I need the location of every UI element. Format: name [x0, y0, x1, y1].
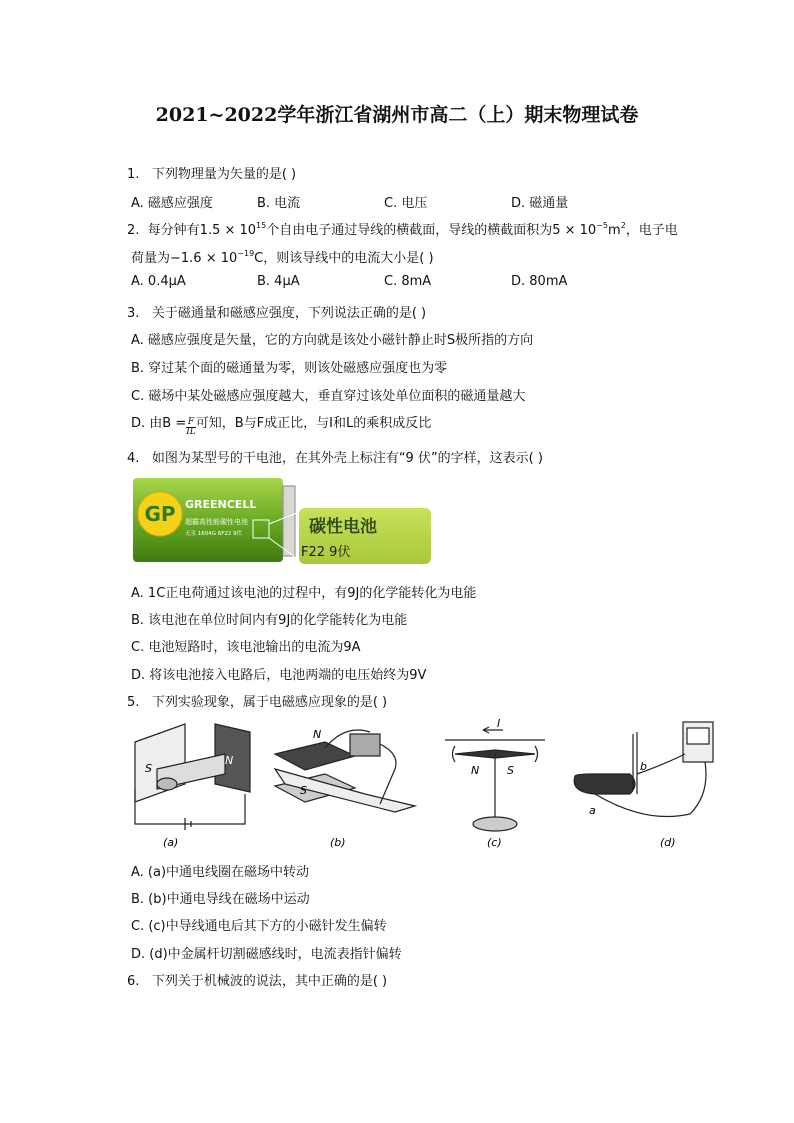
- q5-option-c: C. (c)中导线通电后其下方的小磁针发生偏转: [131, 919, 387, 934]
- fig-a-caption: (a): [163, 836, 179, 849]
- q3-option-d: [131, 412, 431, 437]
- q2-text: 个自由电子通过导线的横截面，导线的横截面积为5 × 10: [266, 223, 597, 238]
- question-2-line-2: [131, 247, 434, 266]
- fig-c-n-label: N: [471, 764, 480, 777]
- zoom-text-2: F22 9伏: [301, 545, 351, 560]
- q2-text: 荷量为−1.6 × 10: [131, 251, 238, 266]
- q5-option-d: D. (d)中金属杆切割磁感线时，电流表指针偏转: [131, 947, 402, 962]
- question-number: 1.: [127, 167, 140, 182]
- battery-terminal-cap: [283, 486, 295, 556]
- question-stem: 关于磁通量和磁感应强度，下列说法正确的是( ): [151, 306, 427, 321]
- fraction-denominator: IL: [186, 427, 196, 437]
- question-1: [127, 163, 296, 182]
- q4-option-c: C. 电池短路时，该电池输出的电流为9A: [131, 640, 361, 655]
- q3-option-d-text: 可知，B与F成正比，与I和L的乘积成反比: [195, 416, 432, 431]
- q2-exponent: −5: [596, 221, 609, 230]
- q1-option-a: A. 磁感应强度: [131, 196, 213, 211]
- q2-exponent: 15: [256, 221, 267, 230]
- experiment-figures: [125, 714, 735, 854]
- q2-text: m: [608, 223, 621, 238]
- q1-option-d: D. 磁通量: [511, 196, 569, 211]
- q4-option-a: A. 1C正电荷通过该电池的过程中，有9J的化学能转化为电能: [131, 586, 477, 601]
- fig-c-s-label: S: [507, 764, 514, 777]
- q1-option-b: B. 电流: [257, 196, 301, 211]
- q2-option-c: C. 8mA: [384, 274, 432, 289]
- q4-option-d: D. 将该电池接入电路后，电池两端的电压始终为9V: [131, 668, 427, 683]
- figure-b: [275, 730, 415, 812]
- zoom-text-1: 碳性电池: [309, 517, 377, 537]
- fig-a-s-label: S: [145, 762, 152, 775]
- q1-option-c: C. 电压: [384, 196, 428, 211]
- q2-option-a: A. 0.4μA: [131, 274, 186, 289]
- fig-b-n-label: N: [313, 728, 322, 741]
- question-number: 6.: [127, 974, 140, 989]
- page-title: 2021~2022学年浙江省湖州市高二（上）期末物理试卷: [155, 104, 639, 126]
- fig-b-caption: (b): [330, 836, 346, 849]
- question-2: [127, 219, 678, 238]
- q5-option-b: B. (b)中通电导线在磁场中运动: [131, 892, 310, 907]
- fig-d-a-label: a: [589, 804, 596, 817]
- question-4: [127, 447, 543, 466]
- q3-option-d-text: D. 由B =: [131, 416, 187, 431]
- question-stem: 下列关于机械波的说法，其中正确的是( ): [151, 974, 388, 989]
- question-3: [127, 302, 426, 321]
- q2-exponent: 2: [620, 221, 626, 230]
- figure-a: [135, 724, 250, 830]
- q4-option-b: B. 该电池在单位时间内有9J的化学能转化为电能: [131, 613, 408, 628]
- battery-small-text: 超霸高性能碳性电池: [185, 518, 248, 526]
- battery-figure: [131, 472, 441, 572]
- question-number: 4.: [127, 451, 140, 466]
- brand-text: GP: [144, 502, 176, 526]
- q2-exponent: −19: [237, 249, 255, 258]
- fig-c-caption: (c): [487, 836, 502, 849]
- q2-text: C，则该导线中的电流大小是( ): [254, 251, 434, 266]
- battery-small-text: 无汞 1604G 6F22 9伏: [185, 531, 243, 537]
- question-stem: 下列实验现象，属于电磁感应现象的是( ): [151, 695, 388, 710]
- product-name: GREENCELL: [185, 498, 257, 511]
- q3-option-c: C. 磁场中某处磁感应强度越大，垂直穿过该处单位面积的磁通量越大: [131, 389, 526, 404]
- q3-option-b: B. 穿过某个面的磁通量为零，则该处磁感应强度也为零: [131, 361, 448, 376]
- q2-option-d: D. 80mA: [511, 274, 568, 289]
- fig-b-s-label: S: [300, 784, 307, 797]
- question-number: 2.: [127, 223, 140, 238]
- fig-d-caption: (d): [660, 836, 676, 849]
- fig-c-i-label: I: [497, 717, 501, 730]
- q2-text: 每分钟有1.5 × 10: [147, 223, 257, 238]
- q2-text: ，电子电: [625, 223, 678, 238]
- q2-option-b: B. 4μA: [257, 274, 300, 289]
- q5-option-a: A. (a)中通电线圈在磁场中转动: [131, 865, 310, 880]
- question-number: 5.: [127, 695, 140, 710]
- q3-option-a: A. 磁感应强度是矢量，它的方向就是该处小磁针静止时S极所指的方向: [131, 333, 534, 348]
- question-number: 3.: [127, 306, 140, 321]
- question-stem: 下列物理量为矢量的是( ): [151, 167, 297, 182]
- question-6: [127, 970, 387, 989]
- fraction-numerator: F: [187, 417, 195, 427]
- fig-d-b-label: b: [640, 760, 647, 773]
- figure-c: [445, 727, 545, 831]
- fraction: [186, 418, 196, 437]
- question-stem: 如图为某型号的干电池，在其外壳上标注有“9 伏”的字样，这表示( ): [151, 451, 543, 466]
- fig-a-n-label: N: [225, 754, 234, 767]
- question-5: [127, 691, 387, 710]
